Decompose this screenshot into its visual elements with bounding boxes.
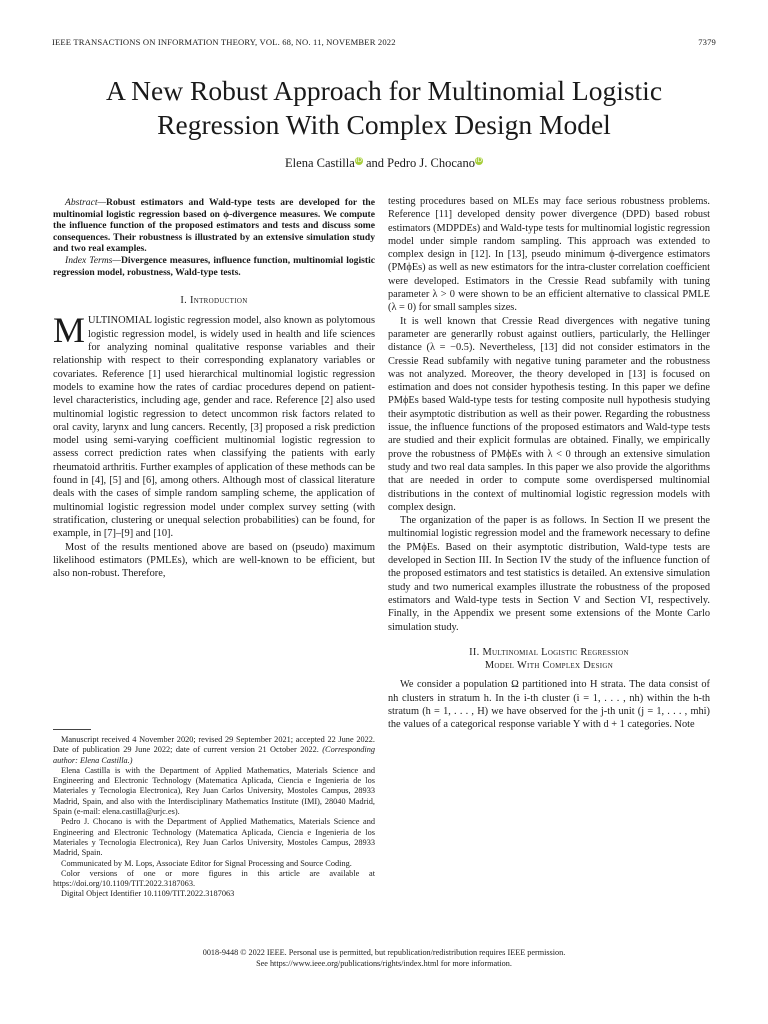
index-terms <box>53 255 375 278</box>
corresponding-author: (Corresponding author: Elena Castilla.) <box>53 745 375 765</box>
right-paragraph-1: testing procedures based on MLEs may face serious robustness problems. Reference [11] developed density power divergence (DPD) based robust estimators (MDPDEs) and Wald-type tests for multinomial logistic regression model under simple random sampling. This approach was extended to complex design in [12]. In [13], pseudo minimum ϕ-divergence estimators (PMϕEs) as well as new estimators for the intra-cluster correlation coefficient were developed. Estimators in the Cressie Read subfamily with tuning parameter λ > 0 were shown to be an efficient alternative to classical PMLE (λ = 0) for small samples sizes. <box>388 196 710 314</box>
section-heading-model <box>388 646 710 673</box>
abstract-label: Abstract— <box>65 197 107 208</box>
right-column <box>388 195 710 732</box>
author-castilla: Elena Castilla <box>285 156 355 170</box>
footnote-affiliation-castilla: Elena Castilla is with the Department of Applied Mathematics, Materials Science and Engineering and Electronic Technology (Matematica Aplicada, Ciencia e Ingenieria de los Materiales y Tecnologia Electronica), Rey Juan Carlos University, Mostoles Campus, 28933 Madrid, Spain, and also with the Interdisciplinary Mathematics Institute (IMI), 28040 Madrid, Spain (e-mail: elena.castilla@urjc.es). <box>53 765 375 817</box>
footnote-manuscript <box>53 735 375 766</box>
footnote-affiliation-chocano: Pedro J. Chocano is with the Department of Applied Mathematics, Materials Science and Engineering and Electronic Technology (Matematica Aplicada, Ciencia e Ingenieria de los Materiales y Tecnologia Electronica), Rey Juan Carlos University, Mostoles Campus, 28933 Madrid, Spain. <box>53 817 375 858</box>
title-line-2: Regression With Complex Design Model <box>157 109 611 140</box>
left-column <box>53 197 375 580</box>
index-terms-label: Index Terms— <box>65 254 121 266</box>
abstract-text: Robust estimators and Wald-type tests are developed for the multinomial logistic regression based on ϕ-divergence measures. We compute the influence function of the proposed estimators and tests and discuss some consequences. Their robustness is illustrated by an extensive simulation study and two real examples. <box>53 197 375 255</box>
author-list <box>0 156 768 171</box>
intro-paragraph-1 <box>53 310 375 540</box>
right-paragraph-3: The organization of the paper is as follows. In Section II we present the multinomial logistic regression model and the framework necessary to define the PMϕEs. Based on their asymptotic distribution, Wald-type tests are developed in Section III. In Section IV the study of the influence function of the proposed estimators and test statistics is detailed. An extensive simulation study and two numerical examples illustrate the robustness of the proposed estimators and Wald-type tests in Section V and Section VI, respectively. Finally, in the Appendix we present some extensions of the Monte Carlo simulation study. <box>388 515 710 633</box>
footnote-rule <box>53 729 91 730</box>
paper-title <box>40 74 728 142</box>
orcid-icon[interactable]: iD <box>355 156 362 164</box>
author-chocano: and Pedro J. Chocano <box>365 156 475 170</box>
copyright-line-2[interactable]: See https://www.ieee.org/publications/rights/index.html for more information. <box>256 958 512 968</box>
abstract <box>53 197 375 255</box>
footnotes <box>53 735 375 900</box>
right-paragraph-4: We consider a population Ω partitioned into H strata. The data consist of nh clusters in stratum h. In the i-th cluster (i = 1, . . . , nh) within the h-th stratum (h = 1, . . . , H) we have observed for the j-th unit (j = 1, . . . , mhi) the values of a categorical response variable Y with d + 1 categories. Note <box>388 679 710 731</box>
section-heading-model-line-1: II. Multinomial Logistic Regression <box>469 646 629 658</box>
journal-name: IEEE TRANSACTIONS ON INFORMATION THEORY, VOL. 68, NO. 11, NOVEMBER 2022 <box>52 37 396 47</box>
title-line-1: A New Robust Approach for Multinomial Logistic <box>105 75 663 106</box>
index-terms-text: Divergence measures, influence function, multinomial logistic regression model, robustness, Wald-type tests. <box>53 254 375 278</box>
intro-paragraph-1-text: ULTINOMIAL logistic regression model, also known as polytomous logistic regression model, is widely used in health and life sciences for analyzing nominal qualitative response variables and their relationship with respect to their corresponding explanatory variables or covariates. Reference [1] used hierarchical multinomial logistic regression models to examine how the rates of cardiac procedures depend on patient-level characteristics, including age, gender and race. Reference [2] also used multinomial logistic regression to detect uncommon risk factors related to oral cavity, larynx and lung cancers. Recently, [3] proposed a risk prediction model using semi-varying coefficient multinomial logistic regression to assess correct prediction rates when classifying the patients with early rheumatoid arthritis. Further examples of application of these methods can be found in [4], [5] and [6], among others. Although most of classical literature deals with the cases of simple random sampling scheme, the application of multinomial logistic regression model under complex survey setting (with stratification, clustering or unequal selection probabilities) can be found, for example, in [7]–[9] and [10]. <box>53 315 375 540</box>
section-heading-model-line-2: Model With Complex Design <box>484 660 614 672</box>
copyright-notice <box>0 948 768 969</box>
footnote-doi: Digital Object Identifier 10.1109/TIT.2022.3187063 <box>61 889 235 899</box>
footnote-manuscript-text: Manuscript received 4 November 2020; revised 29 September 2021; accepted 22 June 2022. Date of publication 29 June 2022; date of current version 21 October 2022. <box>53 735 375 755</box>
intro-paragraph-2: Most of the results mentioned above are based on (pseudo) maximum likelihood estimators (PMLEs), which are well-known to be efficient, but also non-robust. Therefore, <box>53 541 375 580</box>
footnote-communicated: Communicated by M. Lops, Associate Editor for Signal Processing and Source Coding. <box>61 858 352 868</box>
right-paragraph-2: It is well known that Cressie Read divergences with negative tuning parameter are generarlly robust against outliers, particularly, the Hellinger distance (λ = −0.5). Nevertheless, [13] did not consider estimators in the Cressie Read subfamily with negative tuning parameter and the robustness was not analyzed. Moreover, the theory developed in [13] is focused on estimation and does not consider hypothesis testing. In this paper we define PMϕEs based Wald-type tests for testing composite null hypothesis studying their asymptotic distribution as well as their power. Regarding the robustness issue, the influence functions of the proposed estimators and Wald-type tests are studied and their explicit formulas are obtained. Finally, we empirically prove the robustness of PMϕEs with λ < 0 through an extensive simulation study and two real data samples. In this paper we also provide the algorithms that are needed in order to compute some overdispersed multinomial distributions in the context of multinomial logistic regression models with complex design. <box>388 315 710 513</box>
footnote-color-versions[interactable]: Color versions of one or more figures in this article are available at https://doi.org/10.1109/TIT.2022.3187063. <box>53 868 375 889</box>
drop-cap: M <box>53 310 86 351</box>
orcid-icon[interactable]: iD <box>475 156 483 164</box>
section-heading-introduction: I. Introduction <box>180 295 248 307</box>
page-number: 7379 <box>698 37 716 47</box>
copyright-line-1: 0018-9448 © 2022 IEEE. Personal use is permitted, but republication/redistribution requires IEEE permission. <box>202 948 566 957</box>
